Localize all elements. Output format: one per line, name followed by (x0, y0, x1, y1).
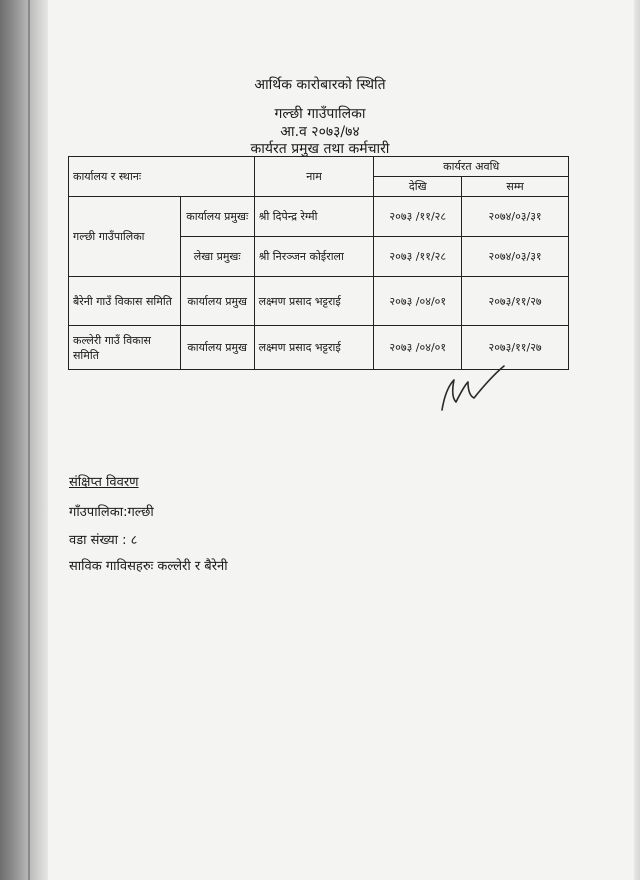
header-office: कार्यालय र स्थानः (69, 157, 255, 197)
office-cell: बैरेनी गाउँ विकास समिति (69, 277, 181, 326)
handwritten-signature (430, 358, 510, 418)
from-date-cell: २०७३ /०४/०१ (374, 277, 462, 326)
header-to: सम्म (462, 177, 569, 197)
table-row (69, 277, 569, 326)
summary-municipality: गाँउपालिका:गल्छी (69, 505, 154, 520)
name-cell: श्री दिपेन्द्र रेग्मी (254, 197, 374, 237)
table-header-row (69, 157, 569, 177)
to-date-cell: २०७४/०३/३१ (462, 197, 569, 237)
fiscal-year: आ.व २०७३/७४ (280, 124, 360, 140)
summary-ward-count: वडा संख्या : ८ (69, 533, 138, 548)
name-cell: लक्ष्मण प्रसाद भट्टराई (254, 277, 374, 326)
role-cell: लेखा प्रमुखः (180, 237, 254, 277)
to-date-cell: २०७३/११/२७ (462, 326, 569, 370)
to-date-cell: २०७३/११/२७ (462, 277, 569, 326)
from-date-cell: २०७३ /११/२८ (374, 197, 462, 237)
staff-table (68, 156, 569, 370)
header-period: कार्यरत अवधि (374, 157, 569, 177)
office-cell: कल्लेरी गाउँ विकास समिति (69, 326, 181, 370)
header-name: नाम (254, 157, 374, 197)
header-from: देखि (374, 177, 462, 197)
document-title: आर्थिक कारोबारको स्थिति (254, 77, 386, 93)
summary-former-vdcs: साविक गाविसहरुः कल्लेरी र बैरेनी (69, 559, 228, 574)
municipality-title: गल्छी गाउँपालिका (274, 106, 366, 122)
from-date-cell: २०७३ /११/२८ (374, 237, 462, 277)
table-row (69, 197, 569, 237)
from-date-cell: २०७३ /०४/०१ (374, 326, 462, 370)
role-cell: कार्यालय प्रमुख (180, 326, 254, 370)
name-cell: लक्ष्मण प्रसाद भट्टराई (254, 326, 374, 370)
role-cell: कार्यालय प्रमुखः (180, 197, 254, 237)
role-cell: कार्यालय प्रमुख (180, 277, 254, 326)
office-cell: गल्छी गाउँपालिका (69, 197, 181, 277)
table-subtitle: कार्यरत प्रमुख तथा कर्मचारी (250, 141, 390, 157)
to-date-cell: २०७४/०३/३१ (462, 237, 569, 277)
summary-heading: संक्षिप्त विवरण (69, 475, 139, 490)
name-cell: श्री निरञ्जन कोईराला (254, 237, 374, 277)
